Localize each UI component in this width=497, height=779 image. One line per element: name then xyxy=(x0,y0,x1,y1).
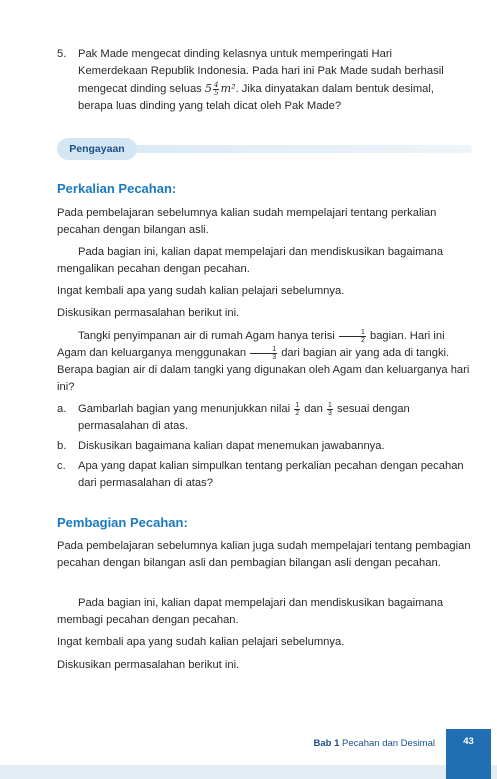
mixed-fraction: 5 $\frac{4}{5}$ m² xyxy=(204,80,236,97)
question-a: Gambarlah bagian yang menunjukkan nilai $\frac{1}{2}$ dan $\frac{1}{3}$ sesuai dengan permasalahan di atas. xyxy=(78,401,410,432)
question-label-b: b. xyxy=(57,440,67,452)
banner-line xyxy=(130,145,472,153)
fraction-one-third: $\frac{1}{3}$ xyxy=(327,401,332,417)
fraction-one-half: $\frac{1}{2}$ xyxy=(339,329,366,344)
question-label-c: c. xyxy=(57,460,66,472)
pembagian-paragraph-3: Ingat kembali apa yang sudah kalian pelajari sebelumnya. xyxy=(57,636,345,648)
question-label-a: a. xyxy=(57,403,67,415)
perkalian-paragraph-1: Pada pembelajaran sebelumnya kalian sudah mempelajari tentang perkalian pecahan dengan bilangan asli. xyxy=(57,207,437,236)
question-c: Apa yang dapat kalian simpulkan tentang perkalian pecahan dengan pecahan dari permasalahan di atas? xyxy=(78,460,464,489)
page-number: 43 xyxy=(446,729,491,779)
item-number: 5. xyxy=(57,48,67,60)
chapter-footer: Bab 1 Pecahan dan Desimal xyxy=(313,738,435,749)
pembagian-paragraph-1: Pada pembelajaran sebelumnya kalian juga sudah mempelajari tentang pembagian pecahan dengan bilangan asli dan pembagian bilangan asli dengan pecahan. xyxy=(57,540,471,569)
footer-band xyxy=(0,765,497,779)
perkalian-paragraph-3: Ingat kembali apa yang sudah kalian pelajari sebelumnya. xyxy=(57,285,345,297)
fraction-one-half: $\frac{1}{2}$ xyxy=(295,401,300,417)
question-b: Diskusikan bagaimana kalian dapat menemukan jawabannya. xyxy=(78,440,385,452)
fraction-one-third: $\frac{1}{3}$ xyxy=(250,346,277,361)
pembagian-heading: Pembagian Pecahan: xyxy=(57,515,188,530)
perkalian-paragraph-4: Diskusikan permasalahan berikut ini. xyxy=(57,307,240,319)
perkalian-story: Tangki penyimpanan air di rumah Agam hanya terisi $\frac{1}{2}$ bagian. Hari ini Agam dan keluarganya menggunakan $\frac{1}{3}$ dari bagian air yang ada di tangki. Berapa bagian air di dalam tangki yang digunakan oleh Agam dan keluarganya hari ini? xyxy=(57,328,470,393)
pembagian-paragraph-2: Pada bagian ini, kalian dapat mempelajari dan mendiskusikan bagaimana membagi pecahan dengan pecahan. xyxy=(57,597,444,626)
pengayaan-banner: Pengayaan xyxy=(57,138,137,160)
perkalian-paragraph-2: Pada bagian ini, kalian dapat mempelajari dan mendiskusikan bagaimana mengalikan pecahan dengan pecahan. xyxy=(57,246,444,275)
pembagian-paragraph-4: Diskusikan permasalahan berikut ini. xyxy=(57,659,240,671)
perkalian-heading: Perkalian Pecahan: xyxy=(57,181,177,196)
item-5-text: Pak Made mengecat dinding kelasnya untuk memperingati Hari Kemerdekaan Republik Indonesia. Pada hari ini Pak Made sudah berhasil mengecat dinding seluas 5 $\frac{4}{5}$ m². Jika dinyatakan dalam bentuk desimal, berapa luas dinding yang telah dicat oleh Pak Made? xyxy=(78,48,444,112)
